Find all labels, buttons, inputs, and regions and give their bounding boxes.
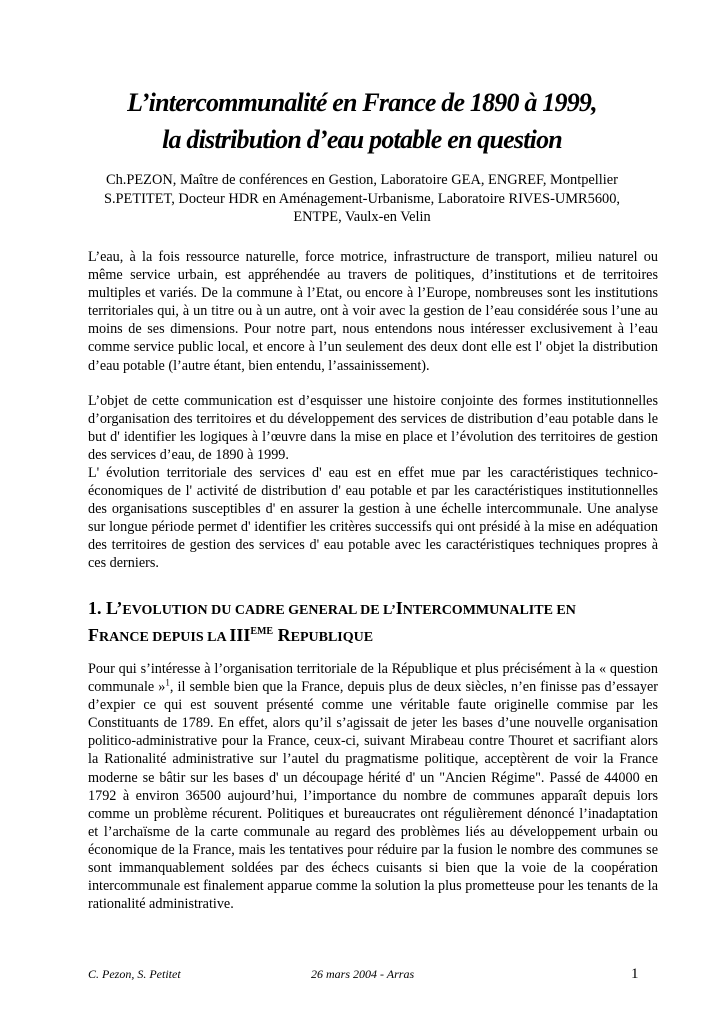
author-line-2: S.PETITET, Docteur HDR en Aménagement-Urbanisme, Laboratoire RIVES-UMR5600, [103,190,621,207]
author-block [60,171,664,227]
title-line-2: la distribution d’eau potable en question [162,125,562,154]
section-initial-f: F [88,625,99,645]
footnote-reference[interactable]: 1 [165,677,170,688]
section-heading-part-1: EVOLUTION DU CADRE GENERAL DE L’ [122,603,396,618]
paragraph-communal-question [88,660,658,913]
section-heading-part-3: RANCE DEPUIS LA [99,630,230,645]
title-line-1: L’intercommunalité en France de 1890 à 1999, [127,88,597,117]
paragraph-evolution: L' évolution territoriale des services d' eau est en effet mue par les caractéristiques technico-économiques de l' activité de distribution d' eau potable et par les caractéristiques institutionnelles des organisations susceptibles d' en assurer la gestion à une échelle intercommunale. Une analyse sur longue période permet d' identifier les critères successifs qui ont présidé à la mise en adéquation des territoires de gestion des services d' eau potable avec les caractéristiques techniques propres à ces derniers. [88,465,658,572]
section-superscript: EME [250,626,274,637]
page-number: 1 [631,966,639,982]
section-initial-r: R [273,625,291,645]
section-number: 1. L’ [88,598,123,618]
author-line-1: Ch.PEZON, Maître de conférences en Gestion, Laboratoire GEA, ENGREF, Montpellier [106,172,618,188]
paragraph-intro: L’eau, à la fois ressource naturelle, force motrice, infrastructure de transport, milieu naturel ou même service urbain, est appréhendée au travers de politiques, d’institutions et de territoires multiples et variés. De la commune à l’Etat, ou encore à l’Europe, nombreuses sont les institutions territoriales qui, à un titre ou à un autre, ont à voir avec la gestion de l’eau considérée sous l’une au moins de ses dimensions. Pour notre part, nous entendons nous intéresser exclusivement à l’eau comme service public local, et encore à l’un seulement des deux dont elle est l' objet la distribution d’eau potable (l’autre étant, bien entendu, l’assainissement). [88,249,658,374]
paragraph-objective: L’objet de cette communication est d’esquisser une histoire conjointe des formes institutionnelles d’organisation des territoires et du développement des services de distribution d’eau potable dans le but d' identifier les logiques à l’œuvre dans la mise en place et l’évolution des territoires de gestion des services d’eau, de 1890 à 1999. [88,393,658,464]
section-heading-part-2: NTERCOMMUNALITE EN [402,603,576,618]
section-initial-i: I [395,598,403,618]
footer-date-place: 26 mars 2004 - Arras [311,967,415,981]
section-roman: III [229,625,251,645]
section-heading [88,596,658,650]
paragraph-text-before-note: Pour qui s’intéresse à l’organisation territoriale de la République et plus précisément à la « question communale » [88,661,658,696]
author-line-3: ENTPE, Vaulx-en Velin [293,209,431,225]
paragraph-text-after-note: , il semble bien que la France, depuis plus de deux siècles, n’en finisse pas d’essayer d’expier ce qui est souvent présenté comme une véritable faute originelle commise par les Constituants de 1789. En effet, alors qu’il s’agissait de jeter les bases d’une nouvelle organisation politico-administrative pour la France, ceux-ci, suivant Mirabeau contre Thouret et sacrifiant alors la Rationalité administrative sur l’autel du pragmatisme politique, acceptèrent de voir la France moderne se bâtir sur les bases d' un découpage hérité d' un "Ancien Régime". Passé de 44000 en 1792 à environ 36500 aujourd’hui, l’importance du nombre de communes apparaît depuis lors comme un problème récurent. Politiques et bureaucrates ont régulièrement dénoncé l’inadaptation et l’archaïsme de la carte communale au regard des problèmes liés au développement urbain ou économique de la France, mais les tentatives pour réduire par la fusion le nombre des communes se sont immanquablement soldées par des échecs cuisants si bien que la voie de la coopération intercommunale est finalement apparue comme la solution la plus prometteuse pour les tenants de la rationalité administrative. [88,679,659,913]
footer-authors: C. Pezon, S. Petitet [88,967,181,981]
paper-title [60,84,664,158]
section-heading-part-4: EPUBLIQUE [290,630,374,645]
